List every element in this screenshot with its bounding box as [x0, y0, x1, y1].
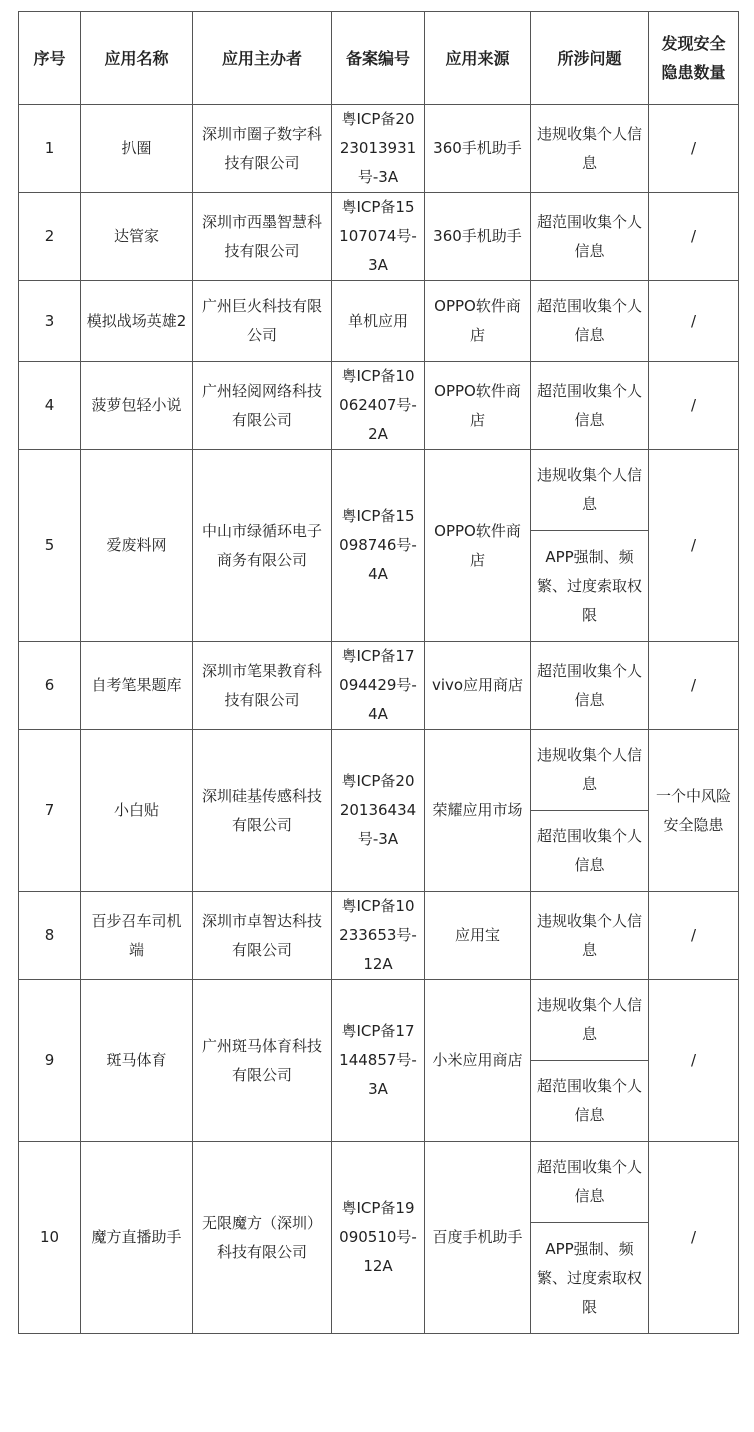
table-row [19, 642, 739, 730]
icp-number-cell: 粤ICP备17144857号-3A [332, 980, 425, 1142]
header-cell-name: 应用名称 [81, 12, 193, 105]
risk-count-cell: / [649, 105, 739, 193]
app-source-cell: 荣耀应用市场 [425, 730, 531, 892]
app-source-cell: OPPO软件商店 [425, 362, 531, 450]
issue-cell: 超范围收集个人信息 [531, 193, 649, 281]
app-name-cell: 达管家 [81, 193, 193, 281]
header-cell-icp: 备案编号 [332, 12, 425, 105]
issue-cell: APP强制、频繁、过度索取权限 [531, 1223, 649, 1334]
app-source-cell: OPPO软件商店 [425, 281, 531, 362]
row-number-cell: 4 [19, 362, 81, 450]
table-row [19, 281, 739, 362]
app-owner-cell: 深圳市西墨智慧科技有限公司 [193, 193, 332, 281]
issue-cell: 违规收集个人信息 [531, 450, 649, 531]
header-cell-risk: 发现安全隐患数量 [649, 12, 739, 105]
row-number-cell: 5 [19, 450, 81, 642]
header-cell-issues: 所涉问题 [531, 12, 649, 105]
table-header-row [19, 12, 739, 105]
row-number-cell: 6 [19, 642, 81, 730]
risk-count-cell: / [649, 450, 739, 642]
issue-cell: 超范围收集个人信息 [531, 1061, 649, 1142]
risk-count-cell: / [649, 362, 739, 450]
table-row [19, 105, 739, 193]
app-owner-cell: 深圳市卓智达科技有限公司 [193, 892, 332, 980]
icp-number-cell: 粤ICP备10233653号-12A [332, 892, 425, 980]
risk-count-cell: / [649, 1142, 739, 1334]
table-row [19, 730, 739, 811]
icp-number-cell: 粤ICP备10062407号-2A [332, 362, 425, 450]
row-number-cell: 1 [19, 105, 81, 193]
app-name-cell: 斑马体育 [81, 980, 193, 1142]
icp-number-cell: 粤ICP备2023013931号-3A [332, 105, 425, 193]
issue-cell: 超范围收集个人信息 [531, 281, 649, 362]
issue-cell: 超范围收集个人信息 [531, 642, 649, 730]
row-number-cell: 10 [19, 1142, 81, 1334]
risk-count-cell: / [649, 281, 739, 362]
table-row [19, 980, 739, 1061]
issue-cell: 超范围收集个人信息 [531, 362, 649, 450]
row-number-cell: 2 [19, 193, 81, 281]
table-row [19, 193, 739, 281]
app-owner-cell: 广州斑马体育科技有限公司 [193, 980, 332, 1142]
app-source-cell: 百度手机助手 [425, 1142, 531, 1334]
header-cell-source: 应用来源 [425, 12, 531, 105]
app-name-cell: 小白贴 [81, 730, 193, 892]
table-row [19, 362, 739, 450]
table-body [19, 105, 739, 1334]
app-name-cell: 模拟战场英雄2 [81, 281, 193, 362]
risk-count-cell: / [649, 980, 739, 1142]
icp-number-cell: 粤ICP备17094429号-4A [332, 642, 425, 730]
issue-cell: 违规收集个人信息 [531, 892, 649, 980]
row-number-cell: 9 [19, 980, 81, 1142]
row-number-cell: 3 [19, 281, 81, 362]
table-row [19, 1142, 739, 1223]
icp-number-cell: 粤ICP备2020136434号-3A [332, 730, 425, 892]
issue-cell: 违规收集个人信息 [531, 980, 649, 1061]
app-name-cell: 百步召车司机端 [81, 892, 193, 980]
table-row [19, 450, 739, 531]
row-number-cell: 7 [19, 730, 81, 892]
app-name-cell: 自考笔果题库 [81, 642, 193, 730]
app-owner-cell: 广州巨火科技有限公司 [193, 281, 332, 362]
app-source-cell: 小米应用商店 [425, 980, 531, 1142]
risk-count-cell: / [649, 892, 739, 980]
row-number-cell: 8 [19, 892, 81, 980]
app-owner-cell: 深圳硅基传感科技有限公司 [193, 730, 332, 892]
app-source-cell: OPPO软件商店 [425, 450, 531, 642]
risk-count-cell: / [649, 642, 739, 730]
app-owner-cell: 无限魔方（深圳）科技有限公司 [193, 1142, 332, 1334]
icp-number-cell: 粤ICP备19090510号-12A [332, 1142, 425, 1334]
risk-count-cell: 一个中风险安全隐患 [649, 730, 739, 892]
app-owner-cell: 广州轻阅网络科技有限公司 [193, 362, 332, 450]
issue-cell: 超范围收集个人信息 [531, 811, 649, 892]
app-owner-cell: 中山市绿循环电子商务有限公司 [193, 450, 332, 642]
app-name-cell: 魔方直播助手 [81, 1142, 193, 1334]
table-row [19, 892, 739, 980]
issue-cell: 违规收集个人信息 [531, 730, 649, 811]
issue-cell: APP强制、频繁、过度索取权限 [531, 531, 649, 642]
app-source-cell: 360手机助手 [425, 105, 531, 193]
risk-count-cell: / [649, 193, 739, 281]
icp-number-cell: 粤ICP备15098746号-4A [332, 450, 425, 642]
app-owner-cell: 深圳市圈子数字科技有限公司 [193, 105, 332, 193]
app-source-cell: 应用宝 [425, 892, 531, 980]
app-violation-table [18, 11, 739, 1334]
app-owner-cell: 深圳市笔果教育科技有限公司 [193, 642, 332, 730]
issue-cell: 违规收集个人信息 [531, 105, 649, 193]
icp-number-cell: 粤ICP备15107074号-3A [332, 193, 425, 281]
header-cell-owner: 应用主办者 [193, 12, 332, 105]
header-cell-no: 序号 [19, 12, 81, 105]
app-name-cell: 扒圈 [81, 105, 193, 193]
issue-cell: 超范围收集个人信息 [531, 1142, 649, 1223]
icp-number-cell: 单机应用 [332, 281, 425, 362]
app-name-cell: 菠萝包轻小说 [81, 362, 193, 450]
app-name-cell: 爱废料网 [81, 450, 193, 642]
app-source-cell: vivo应用商店 [425, 642, 531, 730]
app-source-cell: 360手机助手 [425, 193, 531, 281]
